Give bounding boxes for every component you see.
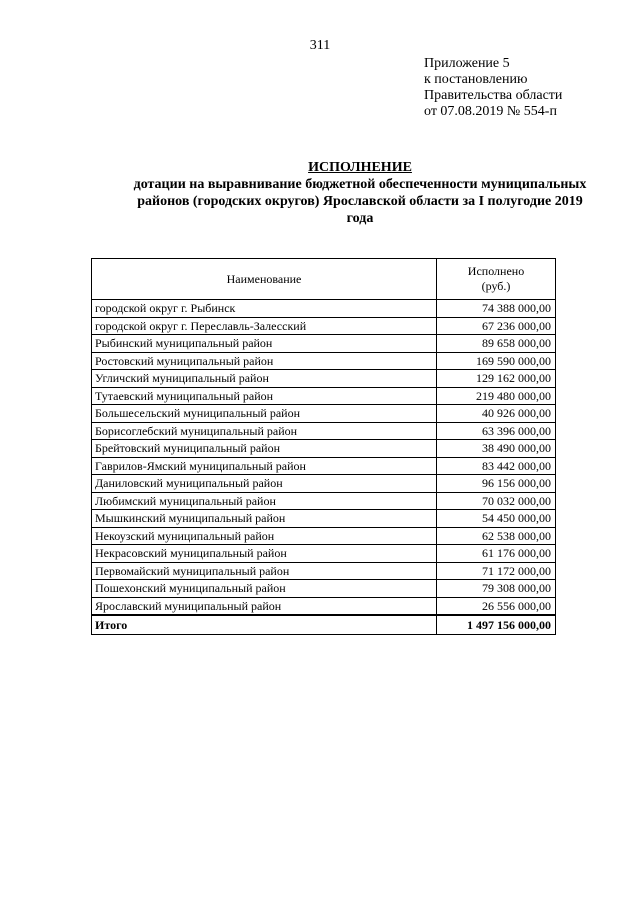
- appendix-block: [424, 56, 562, 120]
- row-name: Угличский муниципальный район: [92, 370, 437, 388]
- table-row: [92, 510, 556, 528]
- table-header-row: [92, 259, 556, 300]
- row-amount: 71 172 000,00: [437, 562, 556, 580]
- table-row: [92, 335, 556, 353]
- row-name: Некрасовский муниципальный район: [92, 545, 437, 563]
- row-name: Любимский муниципальный район: [92, 492, 437, 510]
- row-name: Даниловский муниципальный район: [92, 475, 437, 493]
- row-amount: 63 396 000,00: [437, 422, 556, 440]
- appendix-line: от 07.08.2019 № 554-п: [424, 104, 557, 119]
- row-amount: 54 450 000,00: [437, 510, 556, 528]
- total-label: Итого: [92, 615, 437, 635]
- row-amount: 79 308 000,00: [437, 580, 556, 598]
- row-name: Тутаевский муниципальный район: [92, 387, 437, 405]
- row-amount: 26 556 000,00: [437, 597, 556, 615]
- row-name: Мышкинский муниципальный район: [92, 510, 437, 528]
- table-row: [92, 580, 556, 598]
- table-row: [92, 545, 556, 563]
- row-name: Большесельский муниципальный район: [92, 405, 437, 423]
- row-amount: 83 442 000,00: [437, 457, 556, 475]
- title-heading: ИСПОЛНЕНИЕ: [308, 160, 412, 175]
- total-row: [92, 615, 556, 635]
- row-name: Брейтовский муниципальный район: [92, 440, 437, 458]
- row-name: Гаврилов-Ямский муниципальный район: [92, 457, 437, 475]
- table-row: [92, 300, 556, 318]
- row-name: Ростовский муниципальный район: [92, 352, 437, 370]
- column-header-executed-unit: (руб.): [481, 279, 511, 293]
- execution-table: [91, 258, 556, 635]
- appendix-line: Правительства области: [424, 88, 563, 103]
- row-name: городской округ г. Рыбинск: [92, 300, 437, 318]
- table-row: [92, 492, 556, 510]
- row-name: Некоузский муниципальный район: [92, 527, 437, 545]
- column-header-executed: [437, 259, 556, 300]
- table-row: [92, 422, 556, 440]
- appendix-line: к постановлению: [424, 72, 528, 87]
- row-name: Рыбинский муниципальный район: [92, 335, 437, 353]
- total-amount: 1 497 156 000,00: [437, 615, 556, 635]
- row-amount: 61 176 000,00: [437, 545, 556, 563]
- row-amount: 129 162 000,00: [437, 370, 556, 388]
- page-number: 311: [309, 38, 331, 53]
- row-name: Борисоглебский муниципальный район: [92, 422, 437, 440]
- row-amount: 74 388 000,00: [437, 300, 556, 318]
- title-line: года: [346, 211, 374, 226]
- column-header-executed-label: Исполнено: [467, 264, 525, 278]
- row-name: Ярославский муниципальный район: [92, 597, 437, 615]
- table-row: [92, 475, 556, 493]
- table-row: [92, 440, 556, 458]
- row-amount: 67 236 000,00: [437, 317, 556, 335]
- row-amount: 89 658 000,00: [437, 335, 556, 353]
- row-amount: 96 156 000,00: [437, 475, 556, 493]
- row-name: Пошехонский муниципальный район: [92, 580, 437, 598]
- row-amount: 169 590 000,00: [437, 352, 556, 370]
- row-amount: 70 032 000,00: [437, 492, 556, 510]
- title-line: дотации на выравнивание бюджетной обеспеченности муниципальных: [133, 177, 587, 192]
- row-name: Первомайский муниципальный район: [92, 562, 437, 580]
- column-header-name: Наименование: [92, 259, 437, 300]
- row-amount: 62 538 000,00: [437, 527, 556, 545]
- row-amount: 40 926 000,00: [437, 405, 556, 423]
- table-row: [92, 597, 556, 615]
- row-amount: 219 480 000,00: [437, 387, 556, 405]
- table-row: [92, 527, 556, 545]
- table-row: [92, 387, 556, 405]
- table-row: [92, 317, 556, 335]
- table-row: [92, 562, 556, 580]
- table-row: [92, 370, 556, 388]
- row-name: городской округ г. Переславль-Залесский: [92, 317, 437, 335]
- table-row: [92, 457, 556, 475]
- table-row: [92, 352, 556, 370]
- title-line: районов (городских округов) Ярославской области за I полугодие 2019: [137, 194, 583, 209]
- table-row: [92, 405, 556, 423]
- appendix-line: Приложение 5: [424, 56, 510, 71]
- row-amount: 38 490 000,00: [437, 440, 556, 458]
- document-title: [100, 159, 620, 227]
